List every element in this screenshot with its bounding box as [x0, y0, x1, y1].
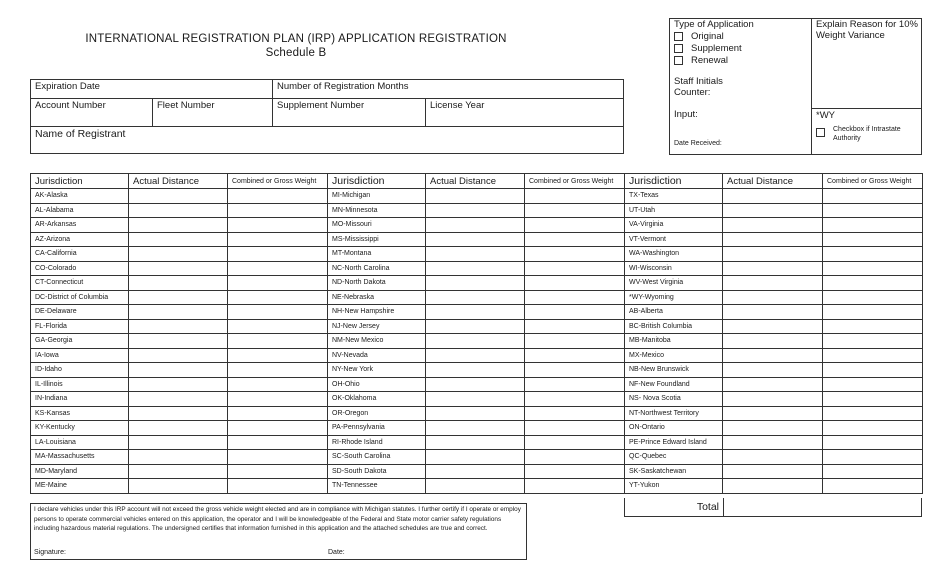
certification-box: [30, 503, 527, 560]
jurisdiction-cell: OR-Oregon: [328, 406, 426, 421]
weight-cell[interactable]: [823, 479, 923, 494]
jurisdiction-cell: IL-Illinois: [31, 377, 129, 392]
distance-cell[interactable]: [426, 232, 525, 247]
distance-cell[interactable]: [426, 203, 525, 218]
license-year-field[interactable]: License Year: [426, 99, 624, 127]
jurisdiction-cell: SK-Saskatchewan: [625, 464, 723, 479]
distance-cell[interactable]: [426, 319, 525, 334]
distance-cell[interactable]: [426, 334, 525, 349]
distance-cell[interactable]: [129, 392, 228, 407]
weight-cell[interactable]: [525, 261, 625, 276]
jurisdiction-cell: LA-Louisiana: [31, 435, 129, 450]
jurisdiction-cell: NB-New Brunswick: [625, 363, 723, 378]
jurisdiction-cell: MA-Massachusetts: [31, 450, 129, 465]
jurisdiction-cell: QC-Quebec: [625, 450, 723, 465]
table-row: [31, 421, 923, 436]
jurisdiction-cell: ND-North Dakota: [328, 276, 426, 291]
weight-cell[interactable]: [823, 261, 923, 276]
type-supplement-option[interactable]: Supplement: [674, 43, 742, 54]
distance-cell[interactable]: [426, 276, 525, 291]
jurisdiction-cell: NJ-New Jersey: [328, 319, 426, 334]
weight-cell[interactable]: [228, 276, 328, 291]
table-row: [31, 363, 923, 378]
jurisdiction-cell: MO-Missouri: [328, 218, 426, 233]
table-row: [31, 450, 923, 465]
jurisdiction-cell: TN-Tennessee: [328, 479, 426, 494]
date-received-label: Date Received:: [674, 140, 722, 147]
weight-cell[interactable]: [228, 406, 328, 421]
total-value-field[interactable]: [724, 498, 922, 516]
distance-cell[interactable]: [723, 276, 823, 291]
weight-cell[interactable]: [823, 450, 923, 465]
distance-cell[interactable]: [723, 392, 823, 407]
total-label: Total: [696, 501, 719, 513]
distance-cell[interactable]: [723, 377, 823, 392]
weight-cell[interactable]: [525, 392, 625, 407]
jurisdiction-header: Jurisdiction: [328, 174, 426, 189]
jurisdiction-cell: NV-Nevada: [328, 348, 426, 363]
total-row: [624, 498, 922, 517]
distance-cell[interactable]: [129, 406, 228, 421]
weight-cell[interactable]: [823, 435, 923, 450]
weight-cell[interactable]: [823, 305, 923, 320]
weight-cell[interactable]: [228, 319, 328, 334]
table-row: [31, 392, 923, 407]
jurisdiction-cell: AZ-Arizona: [31, 232, 129, 247]
weight-cell[interactable]: [228, 464, 328, 479]
weight-cell[interactable]: [525, 203, 625, 218]
jurisdiction-cell: *WY-Wyoming: [625, 290, 723, 305]
distance-cell[interactable]: [426, 479, 525, 494]
distance-cell[interactable]: [129, 450, 228, 465]
distance-cell[interactable]: [426, 261, 525, 276]
jurisdiction-cell: CO-Colorado: [31, 261, 129, 276]
jurisdiction-cell: FL-Florida: [31, 319, 129, 334]
input-label: Input:: [674, 109, 698, 120]
weight-cell[interactable]: [228, 261, 328, 276]
distance-cell[interactable]: [129, 261, 228, 276]
table-row: [31, 203, 923, 218]
weight-cell[interactable]: [525, 435, 625, 450]
weight-cell[interactable]: [228, 290, 328, 305]
distance-cell[interactable]: [129, 203, 228, 218]
distance-cell[interactable]: [426, 348, 525, 363]
table-row: [31, 479, 923, 494]
type-renewal-option[interactable]: Renewal: [674, 55, 728, 66]
distance-cell[interactable]: [129, 319, 228, 334]
table-row: [31, 247, 923, 262]
distance-cell[interactable]: [723, 479, 823, 494]
weight-cell[interactable]: [823, 232, 923, 247]
jurisdiction-cell: SC-South Carolina: [328, 450, 426, 465]
distance-cell[interactable]: [723, 189, 823, 204]
jurisdiction-cell: AB-Alberta: [625, 305, 723, 320]
weight-cell[interactable]: [525, 319, 625, 334]
weight-cell[interactable]: [823, 290, 923, 305]
intrastate-label: Checkbox if Intrastate Authority: [833, 126, 901, 142]
distance-cell[interactable]: [723, 261, 823, 276]
weight-cell[interactable]: [228, 377, 328, 392]
distance-cell[interactable]: [426, 218, 525, 233]
checkbox-icon[interactable]: [674, 56, 683, 65]
distance-cell[interactable]: [129, 348, 228, 363]
weight-cell[interactable]: [228, 479, 328, 494]
table-row: [31, 218, 923, 233]
weight-cell[interactable]: [525, 450, 625, 465]
distance-cell[interactable]: [723, 348, 823, 363]
jurisdiction-cell: RI-Rhode Island: [328, 435, 426, 450]
table-row: [31, 305, 923, 320]
jurisdiction-cell: CT-Connecticut: [31, 276, 129, 291]
distance-cell[interactable]: [129, 189, 228, 204]
jurisdiction-cell: UT-Utah: [625, 203, 723, 218]
table-row: [31, 334, 923, 349]
distance-cell[interactable]: [426, 247, 525, 262]
office-use-box: [669, 18, 922, 155]
weight-cell[interactable]: [525, 290, 625, 305]
jurisdiction-cell: NT-Northwest Territory: [625, 406, 723, 421]
distance-cell[interactable]: [129, 334, 228, 349]
distance-cell[interactable]: [723, 232, 823, 247]
jurisdiction-cell: VA-Virginia: [625, 218, 723, 233]
counter-label: Counter:: [674, 87, 711, 98]
jurisdiction-cell: NC-North Carolina: [328, 261, 426, 276]
distance-cell[interactable]: [129, 363, 228, 378]
weight-cell[interactable]: [525, 232, 625, 247]
checkbox-icon[interactable]: [816, 128, 825, 137]
distance-header: Actual Distance: [426, 174, 525, 189]
weight-header: Combined or Gross Weight: [823, 174, 923, 189]
supplement-number-field[interactable]: Supplement Number: [273, 99, 426, 127]
distance-cell[interactable]: [426, 189, 525, 204]
date-field[interactable]: Date:: [328, 549, 345, 556]
weight-cell[interactable]: [823, 348, 923, 363]
table-row: [31, 232, 923, 247]
jurisdiction-cell: VT-Vermont: [625, 232, 723, 247]
distance-cell[interactable]: [426, 392, 525, 407]
weight-cell[interactable]: [525, 348, 625, 363]
distance-cell[interactable]: [129, 232, 228, 247]
weight-cell[interactable]: [823, 421, 923, 436]
distance-cell[interactable]: [129, 290, 228, 305]
registrant-info-box: [30, 79, 624, 154]
distance-cell[interactable]: [723, 319, 823, 334]
registrant-name-field[interactable]: Name of Registrant: [35, 128, 126, 140]
jurisdiction-cell: NM-New Mexico: [328, 334, 426, 349]
distance-cell[interactable]: [129, 377, 228, 392]
jurisdiction-cell: OH-Ohio: [328, 377, 426, 392]
distance-header: Actual Distance: [129, 174, 228, 189]
table-row: [31, 435, 923, 450]
jurisdiction-cell: PE-Prince Edward Island: [625, 435, 723, 450]
weight-cell[interactable]: [823, 218, 923, 233]
registration-months-field[interactable]: Number of Registration Months: [273, 80, 624, 99]
jurisdiction-cell: MS-Mississippi: [328, 232, 426, 247]
distance-table: [30, 173, 923, 494]
application-type-label: Type of Application: [674, 19, 754, 30]
weight-header: Combined or Gross Weight: [228, 174, 328, 189]
jurisdiction-cell: YT-Yukon: [625, 479, 723, 494]
distance-cell[interactable]: [129, 305, 228, 320]
distance-cell[interactable]: [723, 247, 823, 262]
weight-cell[interactable]: [228, 305, 328, 320]
table-row: [31, 348, 923, 363]
weight-cell[interactable]: [228, 218, 328, 233]
certification-text: I declare vehicles under this IRP account will not exceed the gross vehicle weight elected and are in compliance with Michigan statutes. I further certify if I operate or employ persons to operate commercial vehicles entered on this application, the operator and I will be knowledgeable of the Federal and State motor carrier safety regulations including hazardous material regulations. The undersigned certifies that information furnished in this application and the attached schedules are true and correct.: [34, 506, 521, 532]
distance-cell[interactable]: [723, 334, 823, 349]
weight-cell[interactable]: [228, 450, 328, 465]
weight-cell[interactable]: [525, 334, 625, 349]
distance-cell[interactable]: [426, 421, 525, 436]
distance-cell[interactable]: [723, 203, 823, 218]
jurisdiction-cell: ME-Maine: [31, 479, 129, 494]
weight-cell[interactable]: [823, 334, 923, 349]
jurisdiction-cell: NH-New Hampshire: [328, 305, 426, 320]
jurisdiction-cell: TX-Texas: [625, 189, 723, 204]
account-number-field[interactable]: Account Number: [31, 99, 153, 127]
distance-cell[interactable]: [723, 218, 823, 233]
jurisdiction-cell: WI-Wisconsin: [625, 261, 723, 276]
distance-cell[interactable]: [129, 464, 228, 479]
jurisdiction-cell: CA-California: [31, 247, 129, 262]
weight-cell[interactable]: [228, 392, 328, 407]
jurisdiction-cell: MD-Maryland: [31, 464, 129, 479]
jurisdiction-cell: BC-British Columbia: [625, 319, 723, 334]
distance-cell[interactable]: [723, 363, 823, 378]
distance-cell[interactable]: [723, 464, 823, 479]
wy-note: *WY: [816, 110, 835, 121]
jurisdiction-cell: AK-Alaska: [31, 189, 129, 204]
jurisdiction-cell: PA-Pennsylvania: [328, 421, 426, 436]
weight-cell[interactable]: [525, 363, 625, 378]
type-original-option[interactable]: Original: [674, 31, 724, 42]
jurisdiction-cell: OK-Oklahoma: [328, 392, 426, 407]
table-row: [31, 377, 923, 392]
jurisdiction-cell: SD-South Dakota: [328, 464, 426, 479]
weight-cell[interactable]: [525, 247, 625, 262]
fleet-number-field[interactable]: Fleet Number: [153, 99, 273, 127]
jurisdiction-header: Jurisdiction: [31, 174, 129, 189]
weight-cell[interactable]: [525, 276, 625, 291]
weight-cell[interactable]: [823, 464, 923, 479]
form-subtitle: Schedule B: [265, 47, 327, 59]
weight-cell[interactable]: [525, 406, 625, 421]
weight-cell[interactable]: [823, 276, 923, 291]
jurisdiction-cell: ON-Ontario: [625, 421, 723, 436]
jurisdiction-cell: WV-West Virginia: [625, 276, 723, 291]
jurisdiction-cell: IN-Indiana: [31, 392, 129, 407]
distance-cell[interactable]: [129, 421, 228, 436]
weight-cell[interactable]: [228, 421, 328, 436]
jurisdiction-cell: NF-New Foundland: [625, 377, 723, 392]
weight-cell[interactable]: [823, 406, 923, 421]
weight-cell[interactable]: [228, 334, 328, 349]
distance-cell[interactable]: [723, 290, 823, 305]
staff-initials-label: Staff Initials: [674, 76, 723, 87]
table-row: [31, 189, 923, 204]
jurisdiction-cell: KS-Kansas: [31, 406, 129, 421]
distance-cell[interactable]: [723, 305, 823, 320]
weight-cell[interactable]: [823, 377, 923, 392]
jurisdiction-cell: ID-Idaho: [31, 363, 129, 378]
distance-cell[interactable]: [723, 450, 823, 465]
expiration-date-field[interactable]: Expiration Date: [31, 80, 273, 99]
jurisdiction-header: Jurisdiction: [625, 174, 723, 189]
table-row: [31, 319, 923, 334]
weight-cell[interactable]: [823, 189, 923, 204]
distance-cell[interactable]: [129, 276, 228, 291]
weight-cell[interactable]: [525, 479, 625, 494]
weight-cell[interactable]: [228, 189, 328, 204]
distance-cell[interactable]: [426, 450, 525, 465]
table-row: [31, 290, 923, 305]
jurisdiction-cell: NS- Nova Scotia: [625, 392, 723, 407]
weight-cell[interactable]: [525, 464, 625, 479]
weight-cell[interactable]: [525, 218, 625, 233]
jurisdiction-cell: MX-Mexico: [625, 348, 723, 363]
distance-cell[interactable]: [426, 435, 525, 450]
table-row: [31, 261, 923, 276]
distance-cell[interactable]: [426, 305, 525, 320]
table-header-row: [31, 174, 923, 189]
weight-cell[interactable]: [228, 435, 328, 450]
weight-cell[interactable]: [823, 363, 923, 378]
jurisdiction-cell: MI-Michigan: [328, 189, 426, 204]
office-divider-h: [811, 108, 922, 109]
table-row: [31, 464, 923, 479]
jurisdiction-cell: GA-Georgia: [31, 334, 129, 349]
jurisdiction-cell: MB-Manitoba: [625, 334, 723, 349]
checkbox-icon[interactable]: [674, 44, 683, 53]
distance-header: Actual Distance: [723, 174, 823, 189]
weight-cell[interactable]: [228, 247, 328, 262]
distance-cell[interactable]: [426, 464, 525, 479]
distance-cell[interactable]: [723, 421, 823, 436]
jurisdiction-cell: AL-Alabama: [31, 203, 129, 218]
office-divider: [811, 19, 812, 155]
table-row: [31, 406, 923, 421]
jurisdiction-cell: MT-Montana: [328, 247, 426, 262]
jurisdiction-cell: AR-Arkansas: [31, 218, 129, 233]
weight-cell[interactable]: [823, 392, 923, 407]
jurisdiction-cell: NE-Nebraska: [328, 290, 426, 305]
distance-cell[interactable]: [129, 435, 228, 450]
weight-cell[interactable]: [525, 421, 625, 436]
intrastate-option[interactable]: [816, 124, 831, 142]
jurisdiction-cell: DC-District of Columbia: [31, 290, 129, 305]
weight-cell[interactable]: [228, 348, 328, 363]
distance-cell[interactable]: [129, 247, 228, 262]
weight-cell[interactable]: [228, 232, 328, 247]
weight-cell[interactable]: [823, 319, 923, 334]
weight-cell[interactable]: [525, 377, 625, 392]
weight-cell[interactable]: [823, 203, 923, 218]
weight-cell[interactable]: [525, 305, 625, 320]
distance-cell[interactable]: [723, 406, 823, 421]
distance-cell[interactable]: [426, 406, 525, 421]
weight-variance-label: Explain Reason for 10% Weight Variance: [816, 19, 918, 41]
jurisdiction-cell: NY-New York: [328, 363, 426, 378]
signature-field[interactable]: Signature:: [34, 549, 66, 556]
table-row: [31, 276, 923, 291]
jurisdiction-cell: IA-Iowa: [31, 348, 129, 363]
distance-cell[interactable]: [426, 377, 525, 392]
distance-cell[interactable]: [426, 290, 525, 305]
jurisdiction-cell: KY-Kentucky: [31, 421, 129, 436]
weight-header: Combined or Gross Weight: [525, 174, 625, 189]
weight-cell[interactable]: [228, 203, 328, 218]
distance-cell[interactable]: [723, 435, 823, 450]
jurisdiction-cell: MN-Minnesota: [328, 203, 426, 218]
distance-cell[interactable]: [129, 479, 228, 494]
weight-cell[interactable]: [228, 363, 328, 378]
jurisdiction-cell: WA-Washington: [625, 247, 723, 262]
distance-cell[interactable]: [129, 218, 228, 233]
weight-cell[interactable]: [525, 189, 625, 204]
checkbox-icon[interactable]: [674, 32, 683, 41]
jurisdiction-cell: DE-Delaware: [31, 305, 129, 320]
distance-cell[interactable]: [426, 363, 525, 378]
weight-cell[interactable]: [823, 247, 923, 262]
form-title: INTERNATIONAL REGISTRATION PLAN (IRP) APPLICATION REGISTRATION: [85, 33, 507, 45]
